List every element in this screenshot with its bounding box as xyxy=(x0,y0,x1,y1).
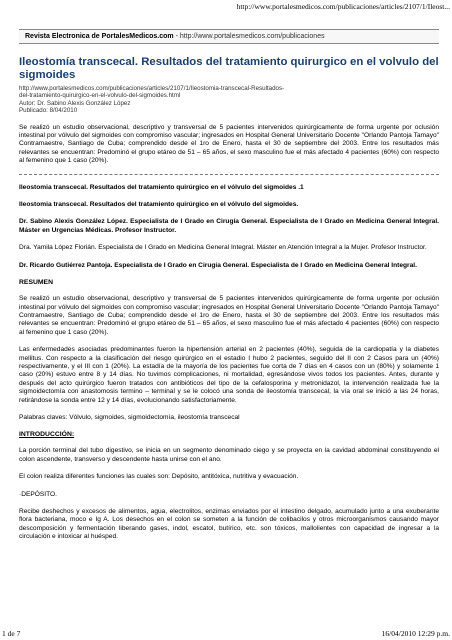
article-page xyxy=(19,20,439,542)
summary-paragraph: Se realizó un estudio observacional, descriptivo y transversal de 5 pacientes intervenidos quirúrgicamente de forma urgente por oclusión intestinal por vólvulo del sigmoides con compromiso vascular; ingresados en Hospital General Universitario Docente "Orlando Pantoja Tamayo" Contramaestre, Santiago de Cuba; comprendido desde el 1ro de Enero, hasta el 30 de septiembre del 2003. Entre los resultados más relevantes se encuentran: Predominó el grupo etáreo de 51 – 65 años, el sexo masculino fue el más afectado 4 pacientes (60%) con respecto al femenino que 1 caso (20%). xyxy=(19,123,439,165)
palabras-clave: Palabras claves: Vólvulo, sigmoides, sigmoidectomía, ileostomía transcecal xyxy=(19,413,240,421)
journal-url[interactable]: http://www.portalesmedicos.com/publicaciones xyxy=(179,33,325,40)
author-3: Dr. Ricardo Gutiérrez Pantoja. Especialista de I Grado en Cirugía General. Especialista de I Grado en Medicina General Integral. xyxy=(19,261,417,269)
article-url-line-1[interactable]: http://www.portalesmedicos.com/publicaciones/articles/2107/1/Ileostomia-transcecal-Resultados- xyxy=(19,85,285,92)
journal-banner xyxy=(19,29,439,44)
banner-separator: - xyxy=(173,33,180,40)
intro-heading: INTRODUCCIÓN: xyxy=(19,431,75,439)
print-header-url: http://www.portalesmedicos.com/publicaciones/articles/2107/1/Ileost... xyxy=(236,2,450,11)
enfermedades-paragraph: Las enfermedades asociadas predominantes fueron la hipertensión arterial en 2 pacientes (40%), seguida de la cardiopatía y la diabetes mellitus. Con respecto a la clasificación del riesgo quirúrgico en el estadio I hubo 2 pacientes, seguido del II con 2 Casos para un (40%) respectivamente, y el III con 1 (20%). La estadía de la mayoría de los pacientes fue corta de 7 días en 4 casos con un (80%) y solamente 1 caso (20%) estuvo entre 8 y 14 días. No tuvimos complicaciones, ni mortalidad, egresándose vivos todos los pacientes. Antes, durante y después del acto quirúrgico fueron tratados con antibióticos del tipo de la cefalosporina y metronidazol, la intervención realizada fue la sigmoidectomía con anastomosis termino – terminal y se le colocó una sonda de ileostomía transcecal, la vía oral se inició a las 24 horas, retirándose la sonda entre 12 y 14 días, evolucionando satisfactoriamente. xyxy=(19,346,439,404)
page-number: 1 de 7 xyxy=(2,629,21,638)
resumen-paragraph: Se realizó un estudio observacional, descriptivo y transversal de 5 pacientes intervenidos quirúrgicamente de forma urgente por oclusión intestinal por vólvulo del sigmoides con compromiso vascular; ingresados en Hospital General Universitario Docente "Orlando Pantoja Tamayo" Contramaestre, Santiago de Cuba; comprendido desde el 1ro de Enero, hasta el 30 de septiembre del 2003. Entre los resultados más relevantes se encuentran: Predominó el grupo etáreo de 51 – 65 años, el sexo masculino fue el más afectado 4 pacientes (60%) con respecto al femenino que 1 caso (20%). xyxy=(19,295,439,336)
section-title-2: Ileostomia transcecal. Resultados del tratamiento quirúrgico en el vólvulo del sigmoides. xyxy=(19,201,299,209)
article-url-line-2[interactable]: del-tratamiento-quirurgico-en-el-volvulo-del-sigmoides.html xyxy=(19,92,181,100)
author-1: Dr. Sabino Alexis González López. Especialista de I Grado en Cirugía General. Especialista de I Grado en Medicina General Integral. Máster en Urgencias Médicas. Profesor Instructor. xyxy=(19,218,439,234)
section-divider xyxy=(19,174,439,175)
resumen-heading: RESUMEN xyxy=(19,279,53,287)
article-meta xyxy=(19,85,439,115)
deposito-paragraph: Recibe deshechos y excesos de alimentos, agua, electrolitos, enzimas enviados por el intestino delgado, acumulado junto a una exuberante flora bacteriana, moco e Ig A. Los desechos en el colon se someten a la función de colibacilos y otros microorganismos causando mayor descomposición y fermentación liberando gases, indol, escatol, butírico, etc. son tóxicos, mallolientes con capacidad de ingresar a la circulación e intoxicar al huésped. xyxy=(19,508,439,541)
deposito-label: ·DEPÓSITO. xyxy=(19,490,57,498)
author-2: Dra. Yamila López Florián. Especialista de I Grado en Medicina General Integral. Máster en Atención Integral a la Mujer. Profesor Instructor. xyxy=(19,244,427,252)
article-author: Autor: Dr. Sabino Alexis González López xyxy=(19,99,131,107)
article-title: Ileostomía transcecal. Resultados del tratamiento quirurgico en el volvulo del sigmoides xyxy=(19,56,439,81)
colon-functions: El colon realiza diferentes funciones las cuales son: Depósito, antitóxica, nutritiva y evacuación. xyxy=(19,473,299,481)
section-title-1: Ileostomia transcecal. Resultados del tratamiento quirúrgico en el vólvulo del sigmoides .1 xyxy=(19,183,304,191)
intro-paragraph: La porción terminal del tubo digestivo, se inicia en un segmento denominado ciego y se proyecta en la cavidad abdominal constituyendo el colon ascendente, transverso y descendente hasta unirse con el ano. xyxy=(19,447,439,463)
journal-name: Revista Electronica de PortalesMedicos.com xyxy=(25,33,174,40)
print-datetime: 16/04/2010 12:29 p.m. xyxy=(381,629,450,638)
article-published: Publicado: 8/04/2010 xyxy=(19,107,78,115)
